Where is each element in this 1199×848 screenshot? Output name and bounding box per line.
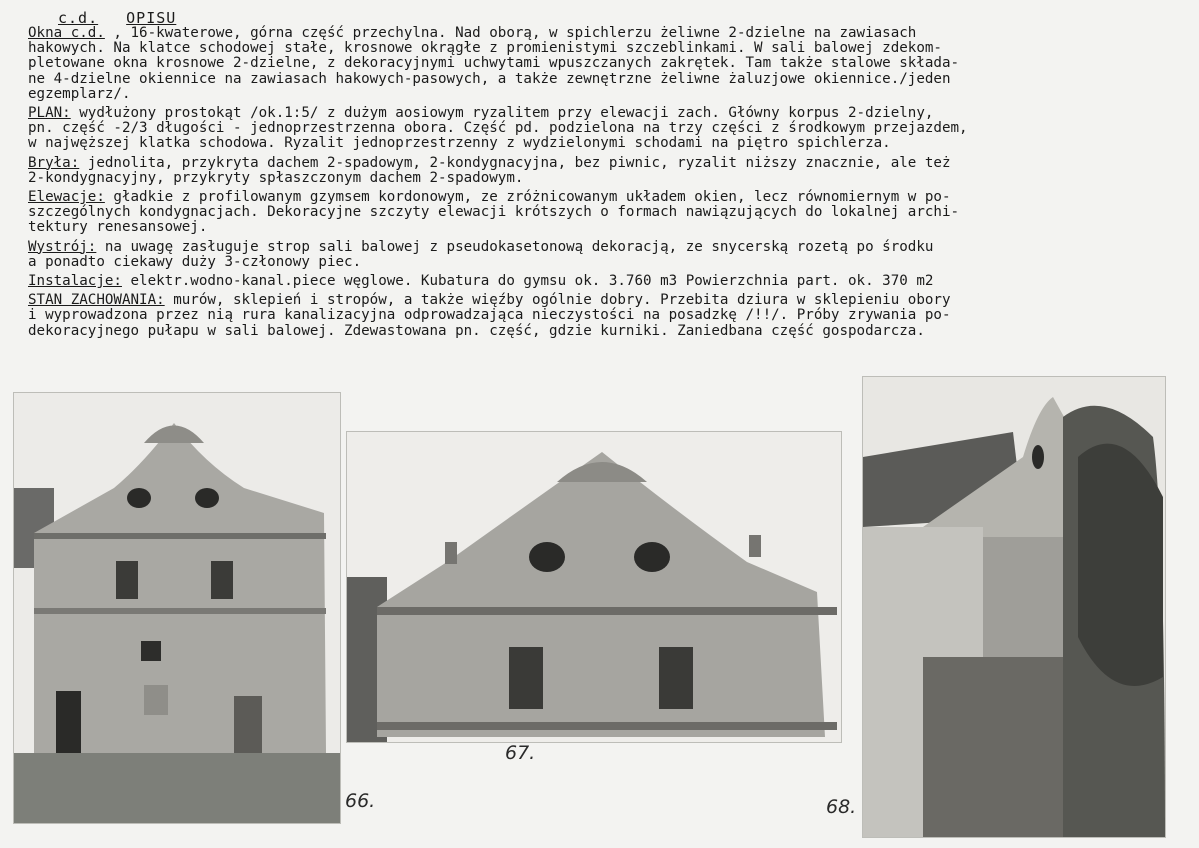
photo-caption-66: 66.: [345, 790, 376, 812]
description-line: Okna c.d. , 16-kwaterowe, górna część przechylna. Nad oborą, w spichlerzu żeliwne 2-dzielne na zawiasach: [28, 25, 917, 41]
description-paragraph: [28, 156, 1168, 186]
section-label: Instalacje:: [28, 273, 122, 290]
description-line: ne 4-dzielne okiennice na zawiasach hakowych-pasowych, a także zewnętrzne żeliwne żaluzjowe okiennice./jeden: [28, 70, 951, 87]
description-line: PLAN: wydłużony prostokąt /ok.1:5/ z dużym aosiowym ryzalitem przy elewacji zach. Główny korpus 2-dzielny,: [28, 105, 934, 122]
section-label: PLAN:: [28, 105, 71, 122]
header-code: c.d.: [58, 9, 99, 27]
description-line: dekoracyjnego pułapu w sali balowej. Zdewastowana pn. część, gdzie kurniki. Zaniedbana część gospodarcza.: [28, 322, 925, 339]
description-line: pn. część -2/3 długości - jednoprzestrzenna obora. Część pd. podzielona na trzy części z środkowym przejazdem,: [28, 120, 968, 137]
description-line: w najwęższej klatka schodowa. Ryzalit jednoprzestrzenny z wydzielonymi schodami na piętro spichlerza.: [28, 135, 891, 152]
description-line: pletowane okna krosnowe 2-dzielne, z dekoracyjnymi uchwytami wpuszczanych zakrętek. Tam także stalowe składa-: [28, 55, 960, 72]
photo-gable-full: [13, 392, 341, 824]
section-label: Wystrój:: [28, 238, 97, 255]
section-label: Okna c.d.: [28, 25, 105, 41]
description-line: szczególnych kondygnacjach. Dekoracyjne szczyty elewacji krótszych o formach nawiązujących do lokalnej archi-: [28, 204, 960, 221]
description-line: egzemplarz/.: [28, 85, 131, 102]
photo-gable-detail: [346, 431, 842, 743]
description-line: Bryła: jednolita, przykryta dachem 2-spadowym, 2-kondygnacyjna, bez piwnic, ryzalit niższy znacznie, ale też: [28, 154, 951, 171]
photo-side-corner: [862, 376, 1166, 838]
photo-caption-67: 67.: [505, 742, 536, 764]
photo-caption-68: 68.: [826, 796, 857, 818]
description-line: Elewacje: gładkie z profilowanym gzymsem kordonowym, ze zróżnicowanym układem okien, lecz równomiernym w po-: [28, 189, 951, 206]
description-line: 2-kondygnacyjny, przykryty spłaszczonym dachem 2-spadowym.: [28, 169, 524, 186]
description-paragraph: [28, 106, 1168, 152]
description-text: [28, 26, 1168, 343]
section-label: Elewacje:: [28, 189, 105, 206]
description-line: tektury renesansowej.: [28, 219, 208, 236]
description-line: a ponadto ciekawy duży 3-członowy piec.: [28, 253, 362, 270]
section-label: Bryła:: [28, 154, 80, 171]
section-label: STAN ZACHOWANIA:: [28, 292, 165, 309]
description-line: Wystrój: na uwagę zasługuje strop sali balowej z pseudokasetonową dekoracją, ze snycerską rozetą po środku: [28, 238, 934, 255]
description-line: i wyprowadzona przez nią rura kanalizacyjna odprowadzająca nieczystości na posadzkę /!!/. Próby zrywania po-: [28, 307, 951, 324]
description-paragraph: [28, 293, 1168, 339]
description-line: Instalacje: elektr.wodno-kanal.piece węglowe. Kubatura do gymsu ok. 3.760 m3 Powierzchnia part. ok. 370 m2: [28, 273, 934, 290]
description-paragraph: [28, 274, 1168, 289]
description-line: hakowych. Na klatce schodowej stałe, krosnowe okrągłe z promienistymi szczeblinkami. W sali balowej zdekom-: [28, 40, 942, 57]
description-paragraph: [28, 240, 1168, 270]
description-line: STAN ZACHOWANIA: murów, sklepień i stropów, a także więźby ogólnie dobry. Przebita dziura w sklepieniu obory: [28, 292, 951, 309]
description-paragraph: [28, 190, 1168, 236]
header-title: OPISU: [126, 9, 177, 27]
description-paragraph: [28, 26, 1168, 102]
